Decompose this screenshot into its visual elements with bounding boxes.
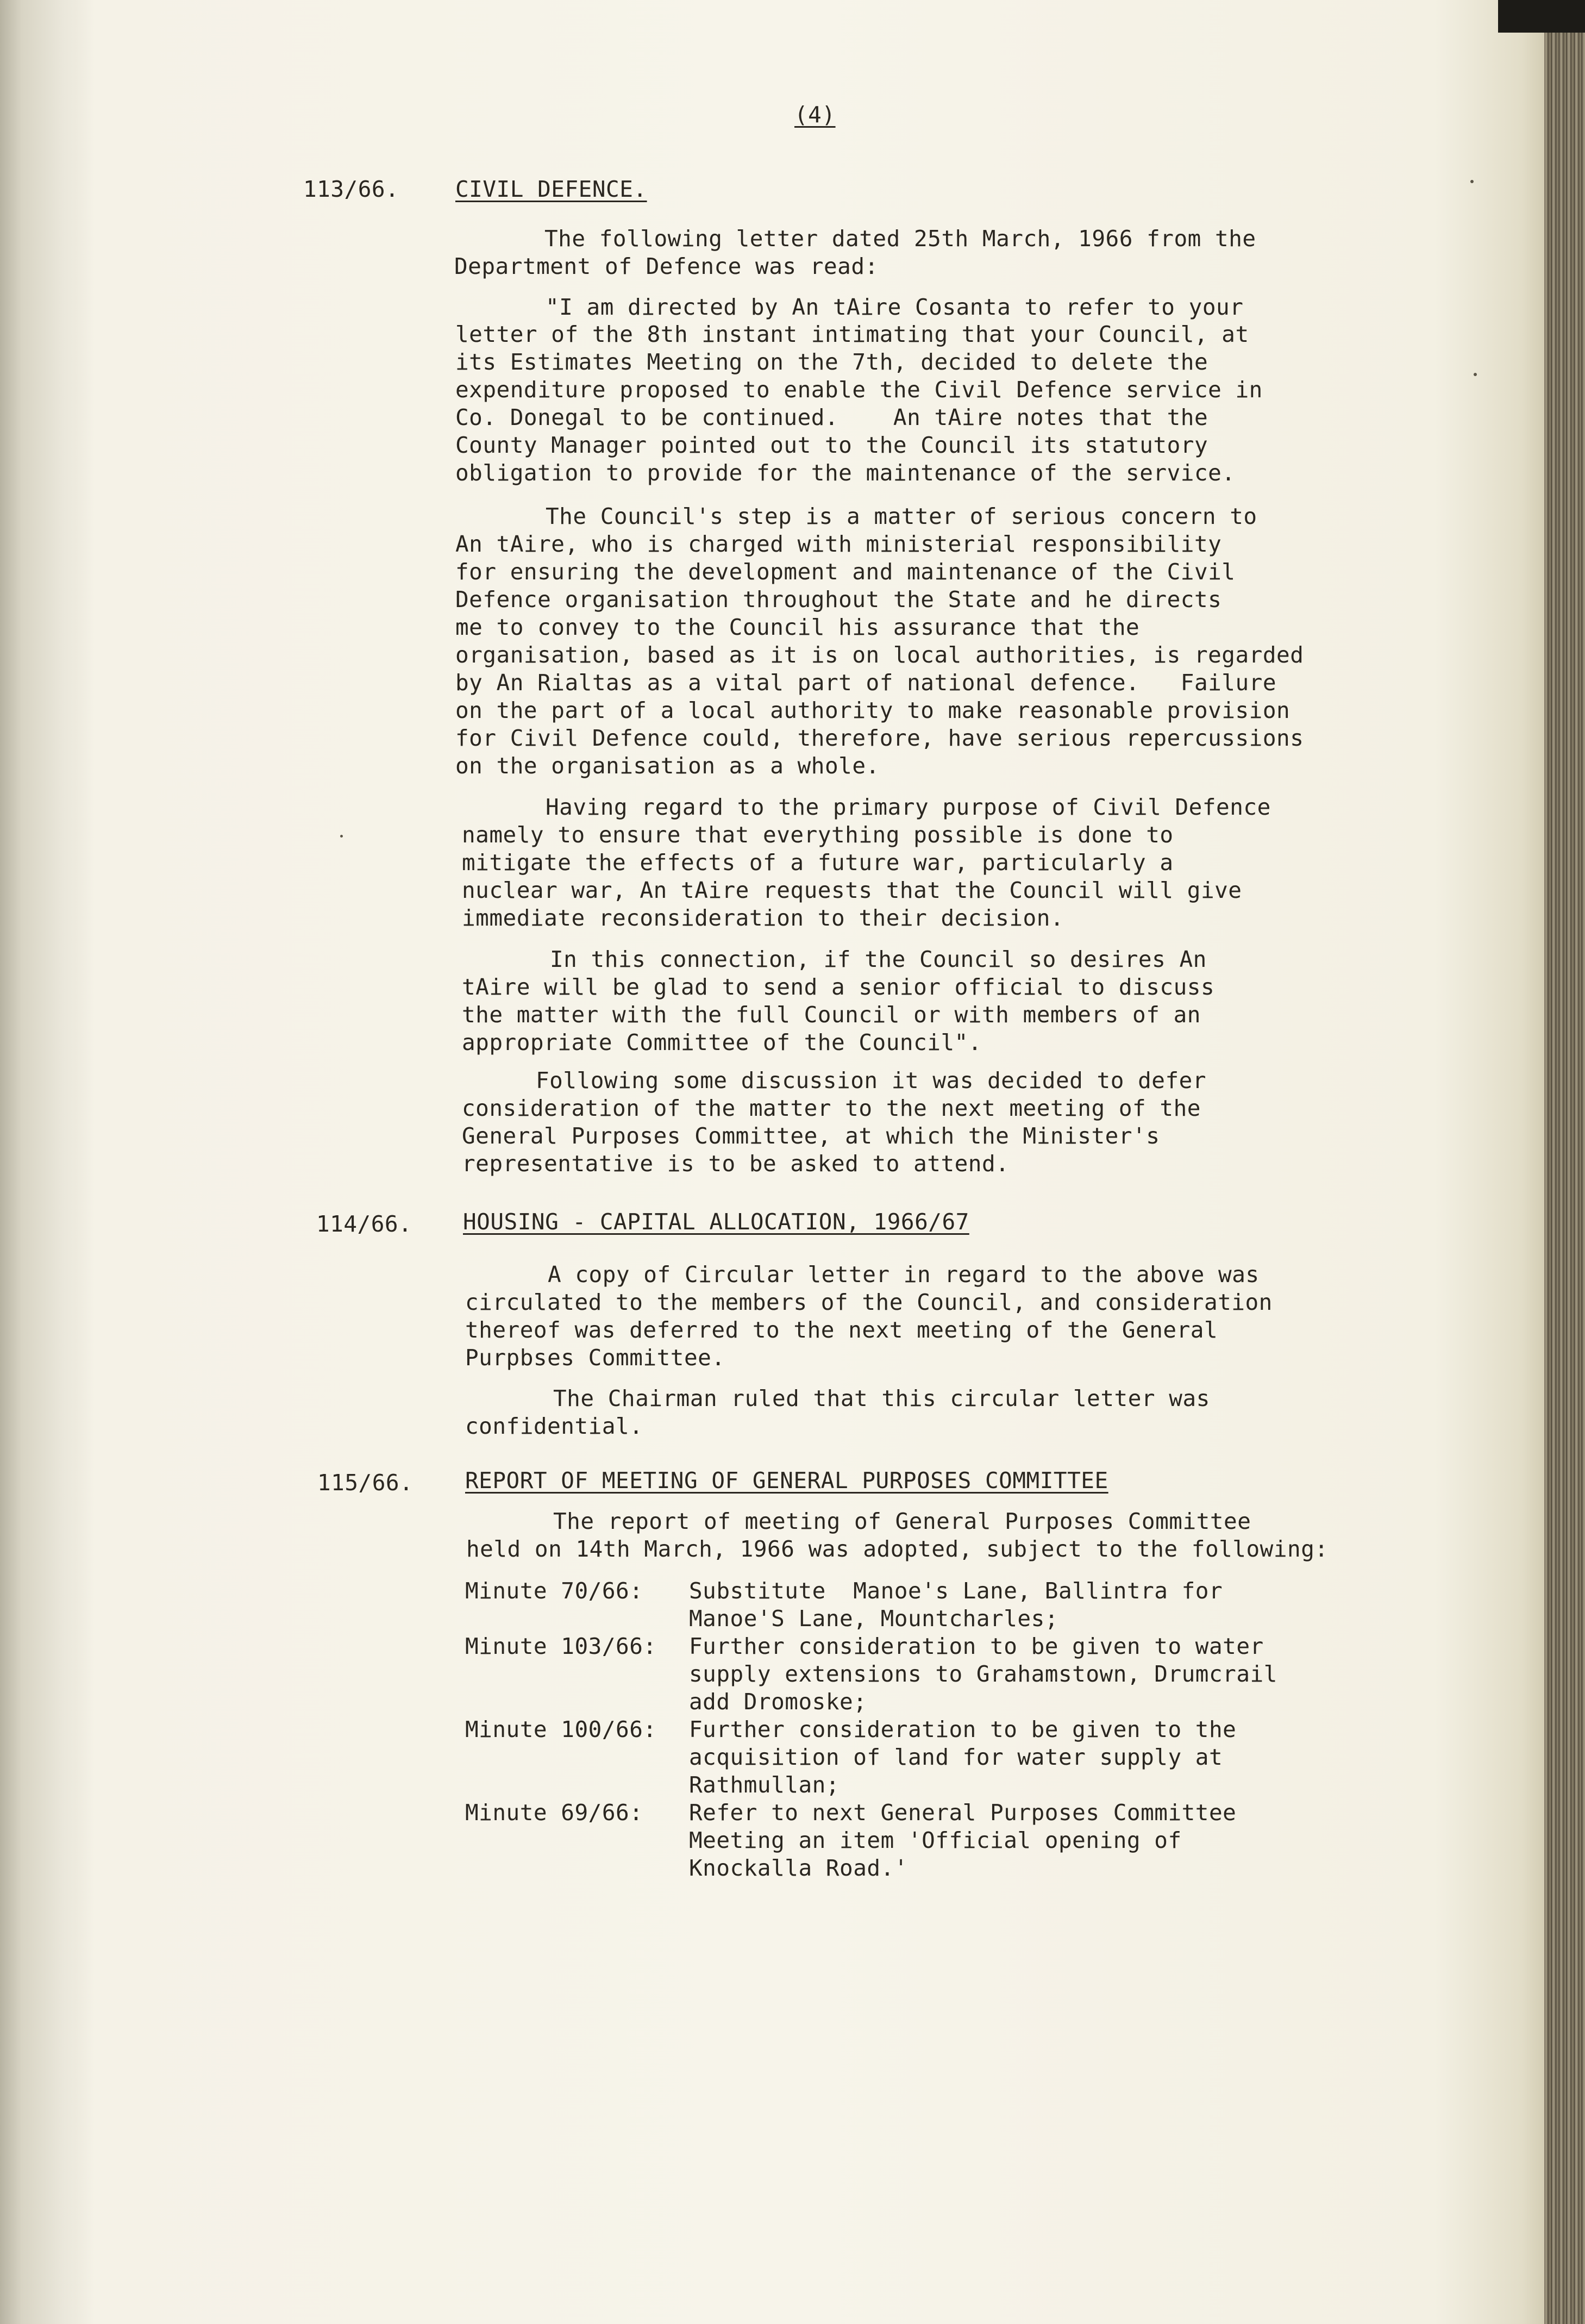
minute-number: 113/66.	[303, 176, 399, 202]
text-line: letter of the 8th instant intimating that your Council, at	[455, 321, 1249, 347]
text-line: on the organisation as a whole.	[455, 753, 880, 779]
text-line: A copy of Circular letter in regard to the above was	[548, 1261, 1260, 1288]
text-line: Defence organisation throughout the State and he directs	[455, 586, 1222, 613]
text-line: County Manager pointed out to the Council its statutory	[455, 432, 1208, 458]
text-line: immediate reconsideration to their decision.	[462, 905, 1064, 931]
text-line: nuclear war, An tAire requests that the Council will give	[462, 877, 1242, 903]
text-line: Purpbses Committee.	[465, 1345, 725, 1371]
text-line: The Chairman ruled that this circular letter was	[553, 1385, 1210, 1411]
text-line: the matter with the full Council or with members of an	[462, 1002, 1201, 1028]
text-line: Further consideration to be given to the	[689, 1716, 1237, 1742]
text-line: me to convey to the Council his assurance that the	[455, 614, 1140, 640]
minute-heading: HOUSING - CAPITAL ALLOCATION, 1966/67	[463, 1209, 969, 1235]
text-line: consideration of the matter to the next meeting of the	[462, 1095, 1201, 1121]
text-line: Having regard to the primary purpose of Civil Defence	[546, 794, 1271, 820]
text-line: for ensuring the development and maintenance of the Civil	[455, 559, 1236, 585]
text-line: organisation, based as it is on local authorities, is regarded	[455, 642, 1304, 668]
text-line: namely to ensure that everything possible is done to	[462, 822, 1174, 848]
text-line: add Dromoske;	[689, 1689, 867, 1715]
text-line: Following some discussion it was decided to defer	[536, 1067, 1207, 1094]
page-number: (4)	[794, 102, 836, 128]
text-line: An tAire, who is charged with ministerial responsibility	[455, 531, 1222, 557]
text-line: representative is to be asked to attend.	[462, 1151, 1010, 1177]
minute-heading: REPORT OF MEETING OF GENERAL PURPOSES COMMITTEE	[465, 1467, 1108, 1494]
text-line: Department of Defence was read:	[454, 253, 879, 279]
text-line: appropriate Committee of the Council".	[462, 1029, 982, 1055]
text-line: held on 14th March, 1966 was adopted, subject to the following:	[466, 1536, 1329, 1562]
text-line: its Estimates Meeting on the 7th, decided to delete the	[455, 349, 1208, 375]
text-line: "I am directed by An tAire Cosanta to refer to your	[546, 294, 1244, 320]
minute-reference: Minute 100/66:	[465, 1716, 657, 1742]
page-edges	[1544, 0, 1585, 2324]
text-line: Substitute Manoe's Lane, Ballintra for	[689, 1578, 1223, 1604]
text-line: The report of meeting of General Purposes Committee	[553, 1508, 1251, 1534]
text-line: tAire will be glad to send a senior official to discuss	[462, 974, 1215, 1000]
text-line: on the part of a local authority to make reasonable provision	[455, 697, 1290, 723]
text-line: supply extensions to Grahamstown, Drumcrail	[689, 1661, 1277, 1687]
text-line: expenditure proposed to enable the Civil Defence service in	[455, 377, 1263, 403]
text-line: In this connection, if the Council so desires An	[550, 946, 1207, 972]
text-line: The Council's step is a matter of serious concern to	[546, 503, 1257, 529]
text-line: for Civil Defence could, therefore, have serious repercussions	[455, 725, 1304, 751]
text-line: Co. Donegal to be continued. An tAire notes that the	[455, 404, 1208, 430]
text-line: Knockalla Road.'	[689, 1855, 908, 1881]
text-line: Further consideration to be given to water	[689, 1633, 1264, 1659]
text-line: thereof was deferred to the next meeting of the General	[465, 1317, 1218, 1343]
minute-number: 114/66.	[316, 1211, 412, 1237]
text-line: Rathmullan;	[689, 1772, 840, 1798]
text-line: confidential.	[465, 1413, 643, 1439]
text-line: by An Rialtas as a vital part of national defence. Failure	[455, 670, 1277, 696]
text-line: Manoe'S Lane, Mountcharles;	[689, 1605, 1058, 1632]
minute-heading: CIVIL DEFENCE.	[455, 176, 647, 202]
text-line: obligation to provide for the maintenance of the service.	[455, 460, 1236, 486]
text-line: mitigate the effects of a future war, particularly a	[462, 849, 1174, 876]
minute-reference: Minute 70/66:	[465, 1578, 643, 1604]
text-line: The following letter dated 25th March, 1966 from the	[544, 226, 1256, 252]
text-line: Refer to next General Purposes Committee	[689, 1800, 1237, 1826]
text-line: Meeting an item 'Official opening of	[689, 1827, 1182, 1853]
text-line: circulated to the members of the Council, and consideration	[465, 1289, 1273, 1315]
minute-number: 115/66.	[317, 1470, 414, 1496]
text-line: acquisition of land for water supply at	[689, 1744, 1223, 1770]
minute-reference: Minute 69/66:	[465, 1800, 643, 1826]
text-line: General Purposes Committee, at which the Minister's	[462, 1123, 1160, 1149]
minute-reference: Minute 103/66:	[465, 1633, 657, 1659]
